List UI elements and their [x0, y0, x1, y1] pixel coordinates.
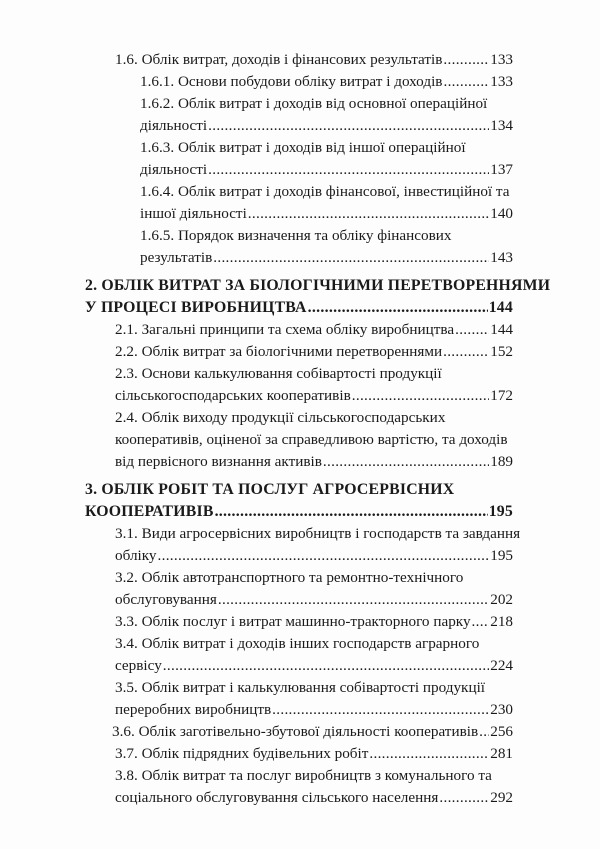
dot-leader	[443, 72, 489, 92]
toc-entry-1-6-4: 1.6.4. Облік витрат і доходів фінансової, інвестиційної та	[140, 183, 510, 200]
toc-entry-2-4-cont2: від первісного визнання активів ..... 189	[115, 452, 513, 472]
toc-entry-3-8: 3.8. Облік витрат та послуг виробництв з комунального та	[115, 767, 492, 784]
dot-leader	[215, 502, 488, 522]
dot-leader	[208, 116, 489, 136]
page-ref: 195	[490, 547, 513, 564]
page-ref: 133	[490, 51, 513, 68]
dot-leader	[158, 546, 490, 566]
toc-entry-1-6-2: 1.6.2. Облік витрат і доходів від основної операційної	[140, 95, 488, 112]
toc-chapter-2-title-cont: У ПРОЦЕСІ ВИРОБНИЦТВА ..... 144	[85, 298, 513, 318]
toc-entry-3-4-cont: сервісу ..... 224	[115, 656, 513, 676]
dot-leader	[323, 452, 489, 472]
page-ref: 144	[490, 321, 513, 338]
dot-leader	[443, 50, 489, 70]
toc-entry-1-6-3-cont: діяльності ..... 137	[140, 160, 513, 180]
dot-leader	[352, 386, 489, 406]
page-ref: 218	[490, 613, 513, 630]
toc-entry-3-2-cont: обслуговування ..... 202	[115, 590, 513, 610]
toc-entry-3-6: 3.6. Облік заготівельно-збутової діяльності кооперативів ..... 256	[112, 722, 513, 742]
toc-entry-2-1: 2.1. Загальні принципи та схема обліку виробництва ..... 144	[115, 320, 513, 340]
page-ref: 140	[490, 205, 513, 222]
toc-entry-3-4: 3.4. Облік витрат і доходів інших господарств аграрного	[115, 635, 480, 652]
toc-entry-3-1: 3.1. Види агросервісних виробництв і господарств та завдання	[115, 525, 521, 542]
toc-entry-3-7: 3.7. Облік підрядних будівельних робіт ..... 281	[115, 744, 513, 764]
toc-chapter-3-title-cont: КООПЕРАТИВІВ ..... 195	[85, 502, 513, 522]
dot-leader	[455, 320, 489, 340]
toc-entry-2-2: 2.2. Облік витрат за біологічними перетвореннями ..... 152	[115, 342, 513, 362]
dot-leader	[308, 298, 488, 318]
toc-chapter-2-title: 2. ОБЛІК ВИТРАТ ЗА БІОЛОГІЧНИМИ ПЕРЕТВОРЕННЯМИ	[85, 277, 551, 294]
toc-entry-2-4: 2.4. Облік виходу продукції сільськогосподарських	[115, 409, 446, 426]
dot-leader	[248, 204, 489, 224]
toc-entry-1-6-5: 1.6.5. Порядок визначення та обліку фінансових	[140, 227, 452, 244]
toc-entry-3-2: 3.2. Облік автотранспортного та ремонтно-технічного	[115, 569, 464, 586]
toc-entry-1-6-3: 1.6.3. Облік витрат і доходів від іншої операційної	[140, 139, 466, 156]
toc-entry-3-5: 3.5. Облік витрат і калькулювання собівартості продукції	[115, 679, 486, 696]
page-ref: 224	[490, 657, 513, 674]
page-ref: 133	[490, 73, 513, 90]
dot-leader	[369, 744, 489, 764]
toc-entry-1-6-1: 1.6.1. Основи побудови обліку витрат і доходів ..... 133	[140, 72, 513, 92]
toc-entry-3-8-cont: соціального обслуговування сільського населення ..... 292	[115, 788, 513, 808]
toc-entry-1-6-4-cont: іншої діяльності ..... 140	[140, 204, 513, 224]
dot-leader	[479, 722, 489, 742]
page-ref: 152	[490, 343, 513, 360]
toc-entry-2-3-cont: сільськогосподарських кооперативів ..... 172	[115, 386, 513, 406]
page-ref: 189	[490, 453, 513, 470]
dot-leader	[439, 788, 489, 808]
dot-leader	[208, 160, 489, 180]
page-ref: 134	[490, 117, 513, 134]
page-ref: 144	[488, 299, 513, 316]
page-ref: 172	[490, 387, 513, 404]
page-ref: 230	[490, 701, 513, 718]
dot-leader	[163, 656, 489, 676]
dot-leader	[472, 612, 490, 632]
toc-entry-2-4-cont1: кооперативів, оціненої за справедливою вартістю, та доходів	[115, 431, 508, 448]
toc-entry-1-6-5-cont: результатів ..... 143	[140, 248, 513, 268]
dot-leader	[443, 342, 489, 362]
toc-entry-2-3: 2.3. Основи калькулювання собівартості продукції	[115, 365, 442, 382]
dot-leader	[272, 700, 489, 720]
toc-entry-1-6-2-cont: діяльності ..... 134	[140, 116, 513, 136]
toc-entry-1-6: 1.6. Облік витрат, доходів і фінансових результатів ..... 133	[115, 50, 513, 70]
page-ref: 137	[490, 161, 513, 178]
dot-leader	[213, 248, 489, 268]
page-ref: 292	[490, 789, 513, 806]
toc-chapter-3-title: 3. ОБЛІК РОБІТ ТА ПОСЛУГ АГРОСЕРВІСНИХ	[85, 481, 455, 498]
toc-entry-3-5-cont: переробних виробництв ..... 230	[115, 700, 513, 720]
page-ref: 195	[488, 503, 513, 520]
page-ref: 202	[490, 591, 513, 608]
page-ref: 281	[490, 745, 513, 762]
dot-leader	[218, 590, 489, 610]
toc-entry-3-3: 3.3. Облік послуг і витрат машинно-тракторного парку ..... 218	[115, 612, 513, 632]
page-ref: 256	[490, 723, 513, 740]
page-ref: 143	[490, 249, 513, 266]
toc-entry-3-1-cont: обліку ..... 195	[115, 546, 513, 566]
